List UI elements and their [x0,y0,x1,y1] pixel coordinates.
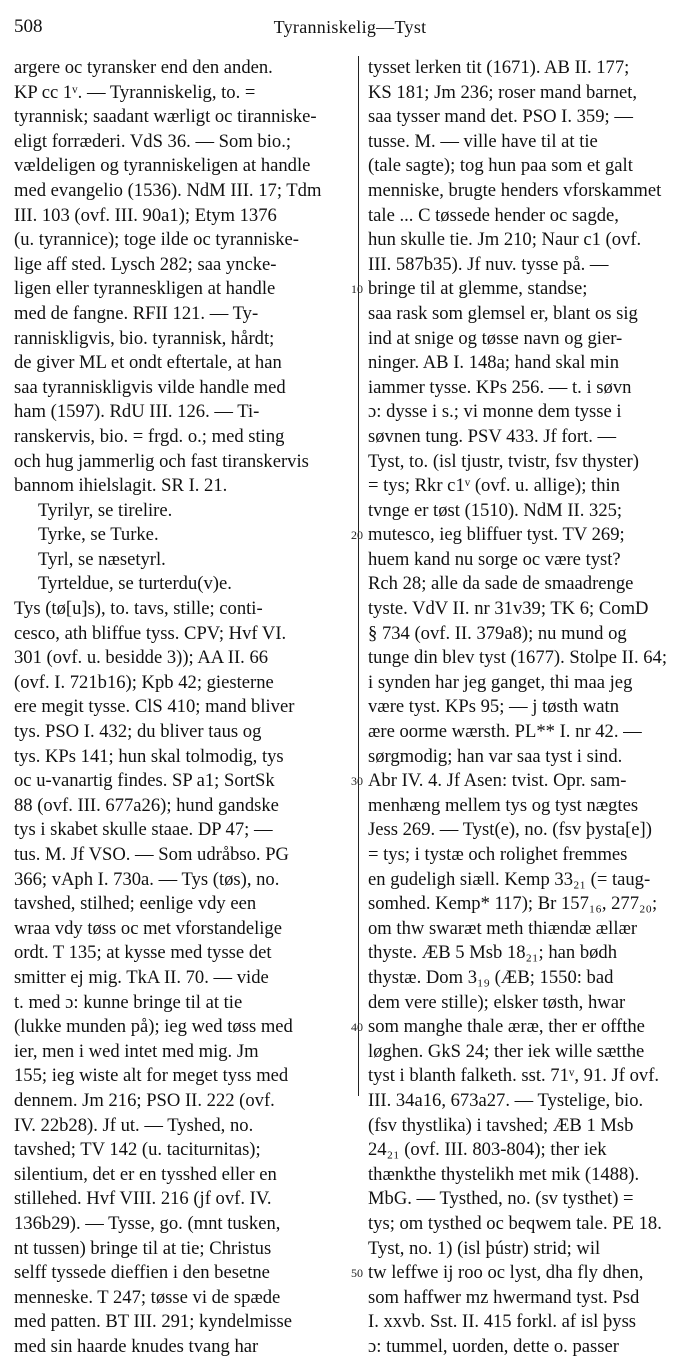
text-line: en gudeligh siæll. Kemp 33₂₁ (= taug- [368,868,651,890]
text-line: 24₂₁ (ovf. III. 803-804); ther iek [368,1139,607,1161]
text-line: hun skulle tie. Jm 210; Naur c1 (ovf. [368,229,642,251]
text-line: tavshed, stilhed; eenlige vdy een [14,893,257,915]
text-line: III. 34a16, 673a27. — Tystelige, bio. [368,1089,644,1111]
text-line: 301 (ovf. u. besidde 3)); AA II. 66 [14,647,269,669]
text-line: ham (1597). RdU III. 126. — Ti- [14,401,260,423]
text-line: tunge din blev tyst (1677). Stolpe II. 64; [368,647,668,669]
text-line: ære oorme wærsth. PL** I. nr 42. — [368,721,642,743]
text-line: Jess 269. — Tyst(e), no. (fsv þysta[e]) [368,819,652,841]
text-line: (ovf. I. 721b16); Kpb 42; giesterne [14,671,274,693]
text-line: tyst i blanth falketh. sst. 71ᵛ, 91. Jf ovf. [368,1065,660,1087]
text-line: iammer tysse. KPs 256. — t. i søvn [368,376,632,398]
text-line: = tys; i tystæ och rolighet fremmes [368,844,628,865]
text-line: selff tyssede dieffien i den besetne [14,1262,270,1284]
text-line: tys i skabet skulle staae. DP 47; — [14,819,273,841]
text-line: løghen. GkS 24; ther iek wille sætthe [368,1040,645,1062]
text-line: som manghe thale æræ, ther er offthe [368,1016,645,1038]
text-line: (lukke munden på); ieg wed tøss med [14,1016,293,1038]
line-number-30: 30 [351,774,363,789]
text-line: ere megit tysse. ClS 410; mand bliver [14,696,295,718]
text-line: somhed. Kemp* 117); Br 157₁₆, 277₂₀; [368,893,658,915]
line-number-20: 20 [351,528,363,543]
page-header [14,14,686,40]
text-line: Tys (tø[u]s), to. tavs, stille; conti- [14,598,263,620]
text-line: silentium, det er en tysshed eller en [14,1163,277,1185]
text-line: Rch 28; alle da sade de smaadrenge [368,573,634,595]
text-line: tysset lerken tit (1671). AB II. 177; [368,57,630,78]
text-line: tys; om tysthed oc beqwem tale. PE 18. [368,1212,662,1234]
column-divider [358,56,359,1096]
text-line: Tyrke, se Turke. [38,524,159,546]
text-line: menniske, brugte henders vforskammet [368,179,662,201]
text-line: ordt. T 135; at kysse med tysse det [14,942,272,964]
text-line: 136b29). — Tysse, go. (mnt tusken, [14,1212,281,1234]
text-line: ranskervis, bio. = frgd. o.; med sting [14,425,285,447]
text-line: vældeligen og tyranniskeligen at handle [14,155,311,177]
text-line: MbG. — Tysthed, no. (sv tysthet) = [368,1188,634,1210]
text-line: (fsv thystlika) i tavshed; ÆB 1 Msb [368,1114,634,1136]
text-line: ind at snige og tøsse navn og gier- [368,327,623,349]
text-line: tys. KPs 141; hun skal tolmodig, tys [14,745,284,767]
text-line: (u. tyrannice); toge ilde oc tyranniske- [14,229,299,251]
text-line: bringe til at glemme, standse; [368,278,588,300]
text-line: eligt forræderi. VdS 36. — Som bio.; [14,130,292,152]
text-line: tys. PSO I. 432; du bliver taus og [14,721,262,743]
text-line: tw leffwe ij roo oc lyst, dha fly dhen, [368,1262,644,1284]
text-line: IV. 22b28). Jf ut. — Tyshed, no. [14,1114,254,1136]
text-line: Tyrilyr, se tirelire. [38,499,173,521]
running-head: Tyranniskelig—Tyst [273,16,427,37]
text-line: med patten. BT III. 291; kyndelmisse [14,1311,292,1333]
right-column [368,56,694,1359]
text-line: med de fangne. RFII 121. — Ty- [14,302,259,324]
text-line: KS 181; Jm 236; roser mand barnet, [368,81,638,103]
text-line: ier, men i wed intet med mig. Jm [14,1040,259,1062]
text-line: III. 587b35). Jf nuv. tysse på. — [368,253,609,275]
text-line: saa rask som glemsel er, blant os sig [368,302,638,324]
text-line: ninger. AB I. 148a; hand skal min [368,352,619,374]
text-line: tyste. VdV II. nr 31v39; TK 6; ComD [368,598,649,620]
text-line: ranniskligvis, bio. tyrannisk, hårdt; [14,327,275,349]
text-line: tusse. M. — ville have til at tie [368,130,598,152]
text-line: III. 103 (ovf. III. 90a1); Etym 1376 [14,204,277,226]
text-line: Tyst, to. (isl tjustr, tvistr, fsv thyster) [368,450,639,472]
text-line: cesco, ath bliffue tyss. CPV; Hvf VI. [14,622,287,644]
line-number-50: 50 [351,1266,363,1281]
text-line: tavshed; TV 142 (u. taciturnitas); [14,1139,261,1161]
text-line: saa tysser mand det. PSO I. 359; — [368,106,633,128]
text-line: thænkthe thystelikh met mik (1488). [368,1163,640,1185]
text-line: 155; ieg wiste alt for meget tyss med [14,1065,289,1087]
text-line: argere oc tyransker end den anden. [14,57,273,78]
text-line: søvnen tung. PSV 433. Jf fort. — [368,425,617,447]
text-line: dem vere stille); elsker tøsth, hwar [368,991,626,1013]
text-line: Tyrl, se næsetyrl. [38,548,166,570]
text-line: oc u-vanartig findes. SP a1; SortSk [14,770,275,792]
text-line: dennem. Jm 216; PSO II. 222 (ovf. [14,1089,275,1111]
line-number-10: 10 [351,282,363,297]
text-line: thystæ. Dom 3₁₉ (ÆB; 1550: bad [368,966,614,988]
text-line: huem kand nu sorge oc være tyst? [368,548,621,570]
text-line: lige aff sted. Lysch 282; saa yncke- [14,253,277,275]
text-line: saa tyranniskligvis vilde handle med [14,376,286,398]
text-line: KP cc 1ᵛ. — Tyranniskelig, to. = [14,81,256,103]
text-line: = tys; Rkr c1ᵛ (ovf. u. allige); thin [368,475,620,497]
text-line: bannom ihielslagit. SR I. 21. [14,475,228,497]
left-column [14,56,346,1359]
text-line: med evangelio (1536). NdM III. 17; Tdm [14,179,322,201]
text-line: med sin haarde knudes tvang har [14,1335,259,1357]
text-line: tvnge er tøst (1510). NdM II. 325; [368,499,623,521]
text-line: nt tussen) bringe til at tie; Christus [14,1237,272,1259]
text-line: ɔ: tummel, uorden, dette o. passer [368,1335,619,1357]
text-line: ligen eller tyranneskligen at handle [14,278,276,300]
text-line: Abr IV. 4. Jf Asen: tvist. Opr. sam- [368,770,627,792]
text-line: § 734 (ovf. II. 379a8); nu mund og [368,622,627,644]
text-line: wraa vdy tøss oc met vforstandelige [14,917,282,939]
text-line: t. med ɔ: kunne bringe til at tie [14,991,243,1013]
text-line: Tyrteldue, se turterdu(v)e. [38,573,232,595]
text-line: i synden har jeg ganget, thi maa jeg [368,671,633,693]
text-line: tus. M. Jf VSO. — Som udråbso. PG [14,844,289,865]
text-line: (tale sagte); tog hun paa som et galt [368,155,633,177]
text-line: tyrannisk; saadant wærligt oc tiranniske- [14,106,317,128]
text-line: och hug jammerlig och fast tiranskervis [14,450,309,472]
text-line: 88 (ovf. III. 677a26); hund gandske [14,794,279,816]
text-line: I. xxvb. Sst. II. 415 forkl. af isl þyss [368,1311,637,1333]
text-line: sørgmodig; han var saa tyst i sind. [368,745,623,767]
text-line: smitter ej mig. TkA II. 70. — vide [14,966,269,988]
text-line: om thw swaræt meth thiændæ ællær [368,917,638,939]
text-line: Tyst, no. 1) (isl þústr) strid; wil [368,1237,601,1259]
page-number: 508 [14,16,43,37]
text-line: være tyst. KPs 95; — j tøsth watn [368,696,620,718]
text-line: de giver ML et ondt eftertale, at han [14,352,282,374]
text-line: stillehed. Hvf VIII. 216 (jf ovf. IV. [14,1188,272,1210]
text-line: thyste. ÆB 5 Msb 18₂₁; han bødh [368,942,618,964]
text-line: 366; vAph I. 730a. — Tys (tøs), no. [14,868,280,890]
text-line: menneske. T 247; tøsse vi de spæde [14,1286,281,1308]
text-line: mutesco, ieg bliffuer tyst. TV 269; [368,524,625,546]
text-line: menhæng mellem tys og tyst nægtes [368,794,639,816]
text-line: ɔ: dysse i s.; vi monne dem tysse i [368,401,622,423]
line-number-40: 40 [351,1020,363,1035]
text-line: tale ... C tøssede hender oc sagde, [368,204,619,226]
text-line: som haffwer mz hwermand tyst. Psd [368,1286,640,1308]
